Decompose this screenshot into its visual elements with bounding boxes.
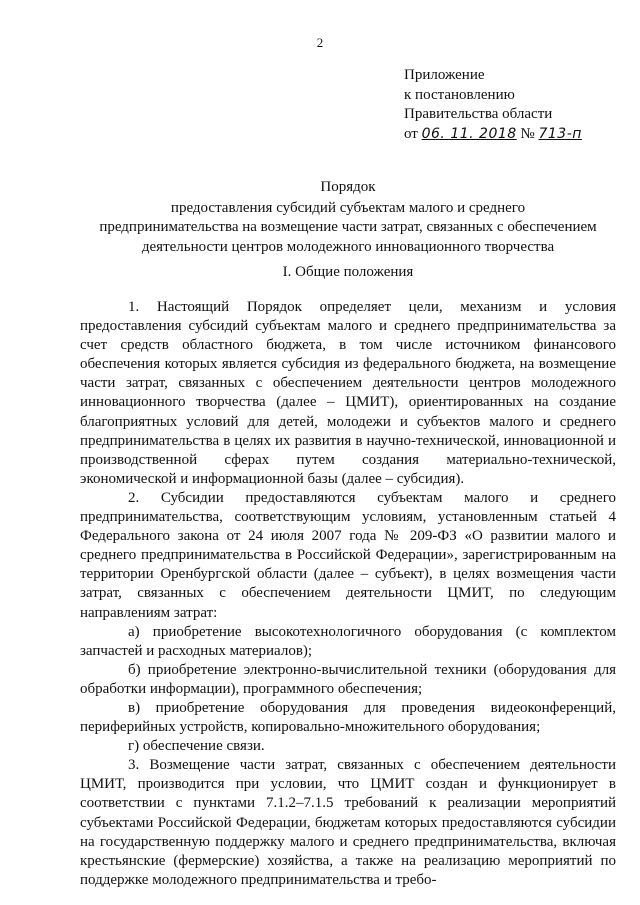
list-item-v: в) приобретение оборудования для проведения видеоконференций, периферийных устройств, копировально-множительного оборудования; xyxy=(80,699,616,736)
section-heading: I. Общие положения xyxy=(282,264,414,280)
appendix-line-1: Приложение xyxy=(404,67,485,83)
document-body xyxy=(80,298,616,890)
appendix-date-line xyxy=(404,125,624,145)
appendix-block xyxy=(404,66,624,144)
title-line-3: предпринимательства на возмещение части затрат, связанных с обеспечением xyxy=(99,219,597,235)
number-prefix: № xyxy=(520,125,535,142)
title-line-4: деятельности центров молодежного инновационного творчества xyxy=(141,238,555,255)
document-title xyxy=(80,178,616,257)
appendix-line-3: Правительства области xyxy=(404,106,553,122)
title-line-2: предоставления субсидий субъектам малого и среднего xyxy=(170,199,526,216)
list-item-b: б) приобретение электронно-вычислительной техники (оборудования для обработки информации), программного обеспечения; xyxy=(80,661,616,697)
page-number: 2 xyxy=(316,35,324,50)
handwritten-date: 06. 11. 2018 xyxy=(421,125,517,142)
handwritten-number: 713-п xyxy=(538,125,582,142)
list-item-g: г) обеспечение связи. xyxy=(128,738,265,755)
date-prefix: от xyxy=(404,125,418,142)
appendix-line-2: к постановлению xyxy=(404,86,515,103)
title-heading: Порядок xyxy=(320,179,376,195)
paragraph-1: 1. Настоящий Порядок определяет цели, механизм и условия предоставления субсидий субъектам малого и среднего предпринимательства за счет средств областного бюджета, в том числе источником финансового обеспечения которых является субсидия из федерального бюджета, на возмещение части затрат, связанных с обеспечением деятельности центров молодежного инновационного творчества (далее – ЦМИТ), ориентированных на создание благоприятных условий для детей, молодежи и субъектов малого и среднего предпринимательства в целях их развития в научно-технической, инновационной и производственной сферах путем создания материально-технической, экономической и информационной базы (далее – субсидия). xyxy=(80,299,616,487)
list-item-a: а) приобретение высокотехнологичного оборудования (с комплектом запчастей и расходных материалов); xyxy=(80,623,616,659)
paragraph-3: 3. Возмещение части затрат, связанных с обеспечением деятельности ЦМИТ, производится при условии, что ЦМИТ создан и функционирует в соответствии с пунктами 7.1.2–7.1.5 требований к реализации мероприятий субъектами Российской Федерации, бюджетам которых предоставляются субсидии на государственную поддержку малого и среднего предпринимательства, включая крестьянские (фермерские) хозяйства, а также на реализацию мероприятий по поддержке молодежного предпринимательства и требо- xyxy=(80,757,616,888)
paragraph-2: 2. Субсидии предоставляются субъектам малого и среднего предпринимательства, соответствующим условиям, установленным статьей 4 Федерального закона от 24 июля 2007 года № 209-ФЗ «О развитии малого и среднего предпринимательства в Российской Федерации», зарегистрированным на территории Оренбургской области (далее – субъект), в целях возмещения части затрат, связанных с обеспечением деятельности ЦМИТ, по следующим направлениям затрат: xyxy=(80,489,616,621)
